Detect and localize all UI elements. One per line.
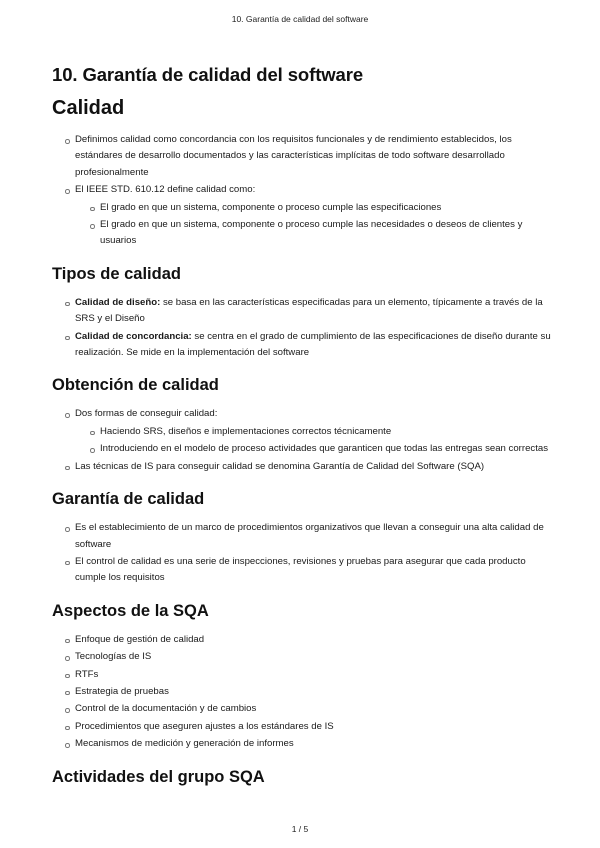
calidad-sublist: [75, 200, 552, 250]
document-title: 10. Garantía de calidad del software: [52, 64, 364, 85]
list-item: Las técnicas de IS para conseguir calidad se denomina Garantía de Calidad del Software (SQA): [75, 459, 552, 475]
section-heading-tipos: Tipos de calidad: [52, 264, 181, 283]
sub-list-item: Haciendo SRS, diseños e implementaciones correctos técnicamente: [100, 424, 552, 440]
page-number: 1 / 5: [291, 824, 309, 834]
sub-list-item: Introduciendo en el modelo de proceso actividades que garanticen que todas las entregas sean correctas: [100, 441, 552, 457]
section-heading-obtencion: Obtención de calidad: [52, 376, 219, 395]
sub-list-item: El grado en que un sistema, componente o proceso cumple las especificaciones: [100, 200, 552, 216]
list-item: Control de la documentación y de cambios: [75, 701, 552, 717]
section-heading-actividades: Actividades del grupo SQA: [52, 767, 265, 786]
list-item: Es el establecimiento de un marco de procedimientos organizativos que llevan a conseguir una alta calidad de software: [75, 520, 552, 553]
list-item: Procedimientos que aseguren ajustes a los estándares de IS: [75, 719, 552, 735]
term-label: Calidad de concordancia:: [75, 330, 192, 342]
tipos-list: [52, 295, 552, 362]
section-heading-garantia: Garantía de calidad: [52, 490, 205, 509]
running-header: 10. Garantía de calidad del software: [231, 14, 369, 24]
list-item: Dos formas de conseguir calidad: Haciendo SRS, diseños e implementaciones correctos técnicamente Introduciendo en el modelo de proceso actividades que garanticen que todas las entregas sean correctas: [75, 406, 552, 457]
term-label: Calidad de diseño:: [75, 296, 161, 308]
obtencion-sublist: [75, 424, 552, 458]
list-item: Estrategia de pruebas: [75, 684, 552, 700]
list-item: Definimos calidad como concordancia con los requisitos funcionales y de rendimiento establecidos, los estándares de desarrollo documentados y las características implícitas de todo software desarrollado profesionalmente: [75, 132, 552, 181]
section-heading-aspectos: Aspectos de la SQA: [52, 601, 209, 620]
sub-list-item: El grado en que un sistema, componente o proceso cumple las necesidades o deseos de clientes y usuarios: [100, 217, 552, 250]
aspectos-list: [52, 632, 552, 753]
list-item: Tecnologías de IS: [75, 649, 552, 665]
list-item: El IEEE STD. 610.12 define calidad como: El grado en que un sistema, componente o proceso cumple las especificaciones El grado en que un sistema, componente o proceso cumple las necesidades o deseos de clientes y usuarios: [75, 182, 552, 250]
garantia-list: [52, 520, 552, 587]
list-item: RTFs: [75, 667, 552, 683]
list-item: Calidad de diseño: se basa en las características especificadas para un elemento, típicamente a través de la SRS y el Diseño: [75, 295, 552, 328]
list-item: El control de calidad es una serie de inspecciones, revisiones y pruebas para asegurar que cada producto cumple los requisitos: [75, 554, 552, 587]
list-item: Enfoque de gestión de calidad: [75, 632, 552, 648]
calidad-list: [52, 132, 552, 250]
list-item: Mecanismos de medición y generación de informes: [75, 736, 552, 752]
document-body: [52, 62, 552, 798]
list-item: Calidad de concordancia: se centra en el grado de cumplimiento de las especificaciones de diseño durante su realización. Se mide en la implementación del software: [75, 329, 552, 362]
section-heading-calidad: Calidad: [52, 97, 125, 119]
obtencion-list: [52, 406, 552, 475]
